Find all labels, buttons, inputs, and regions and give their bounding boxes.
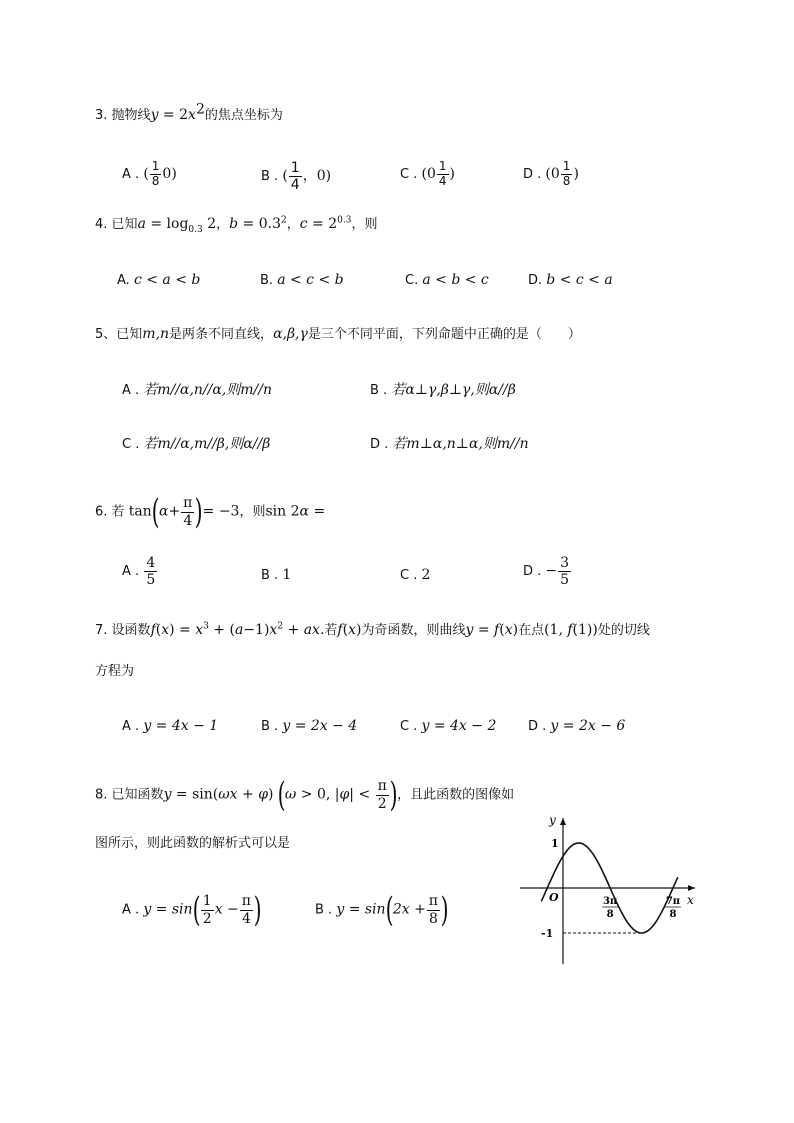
option-a[interactable]: A . y = sin( $\frac{1}{2}$ x − $\frac{\pi}{4}$ )	[122, 890, 262, 930]
option-d[interactable]: D . 若m⊥α,n⊥α,则m//n	[370, 436, 529, 452]
question-text: 的焦点坐标为	[204, 108, 283, 123]
question-7: 7. 设函数$f(x) = x^3 + (a-1)x^2$ + ax.若f(x)为奇函数，则曲线y = f(x)在点(1, f(1))处的切线	[95, 621, 650, 638]
y-axis-arrow	[560, 818, 566, 825]
question-3: 3. 抛物线$y = 2x^2$的焦点坐标为	[95, 101, 283, 123]
option-a[interactable]: A . y = 4x − 1	[122, 718, 219, 734]
option-b[interactable]: B . y = sin(2x + $\frac{\pi}{8}$ )	[315, 890, 449, 930]
option-b[interactable]: B. a < c < b	[260, 272, 344, 288]
question-4: 4. 已知$a = \log_{0.3} 2$，$b = 0.3^2$，$c = 2^{0.3}$，则	[95, 215, 378, 235]
question-number: 8.	[95, 787, 108, 803]
x-axis-arrow	[688, 885, 695, 891]
svg-text:7π: 7π	[665, 896, 681, 907]
question-7-cont: 方程为	[95, 664, 135, 679]
option-a[interactable]: A . 若m//α,n//α,则m//n	[122, 382, 273, 398]
y-tick-neg1: -1	[541, 927, 554, 940]
question-number: 7.	[95, 623, 108, 638]
question-8: 8. 已知函数y = sin(ωx + φ) (ω > 0, |φ| < $\frac{\pi}{2}$ )，且此函数的图像如	[95, 775, 515, 815]
question-text: 已知	[111, 217, 138, 232]
x-axis-label: x	[687, 893, 694, 907]
math-expr: y	[150, 107, 159, 123]
x-tick-3pi-8	[602, 896, 618, 920]
option-a[interactable]: A. c < a < b	[117, 272, 201, 288]
option-c[interactable]: C . (0 $\frac{1}{4}$ )	[400, 159, 455, 188]
option-b[interactable]: B . 1	[261, 567, 292, 583]
option-b[interactable]: B . ( $\frac{1}{4}$ ，0)	[261, 160, 332, 194]
question-number: 6.	[95, 504, 108, 520]
option-b[interactable]: B . 若α⊥γ,β⊥γ,则α//β	[370, 382, 516, 398]
option-d[interactable]: D. b < c < a	[528, 272, 613, 288]
question-8-cont: 图所示，则此函数的解析式可以是	[95, 836, 291, 851]
svg-text:8: 8	[669, 909, 677, 920]
sine-graph	[515, 812, 715, 972]
y-tick-1: 1	[551, 837, 559, 850]
option-b[interactable]: B . y = 2x − 4	[261, 718, 358, 734]
question-5: 5、已知m,n是两条不同直线，α,β,γ是三个不同平面，下列命题中正确的是（ ）	[95, 326, 581, 342]
option-d[interactable]: D . (0 $\frac{1}{8}$ )	[523, 159, 579, 188]
x-tick-7pi-8	[665, 896, 681, 920]
option-d[interactable]: D . − $\frac{3}{5}$	[523, 555, 570, 589]
question-number: 4.	[95, 217, 108, 232]
question-number: 5、	[95, 327, 117, 342]
option-c[interactable]: C . y = 4x − 2	[400, 718, 497, 734]
option-c[interactable]: C . 2	[400, 567, 431, 583]
y-axis-label: y	[549, 813, 556, 827]
svg-text:8: 8	[606, 909, 614, 920]
option-d[interactable]: D . y = 2x − 6	[528, 718, 626, 734]
question-number: 3.	[95, 108, 108, 123]
option-a[interactable]: A . ( $\frac{1}{8}$ 0)	[122, 159, 177, 188]
svg-text:3π: 3π	[602, 896, 618, 907]
origin-label: O	[549, 891, 559, 904]
option-c[interactable]: C . 若m//α,m//β,则α//β	[122, 436, 271, 452]
option-a[interactable]: A . $\frac{4}{5}$	[122, 555, 156, 589]
question-6: 6. 若 tan(α+ $\frac{\pi}{4}$ )= −3，则sin 2α =	[95, 492, 326, 532]
question-text: 抛物线	[111, 108, 151, 123]
option-c[interactable]: C. a < b < c	[405, 272, 489, 288]
